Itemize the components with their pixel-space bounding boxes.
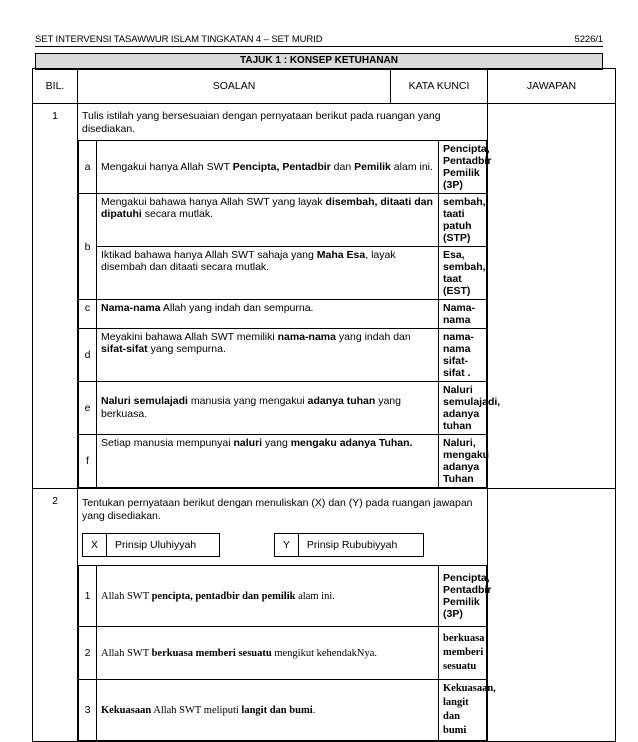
key-f: Naluri, mengaku adanya Tuhan — [439, 435, 487, 488]
option-x-text: Prinsip Uluhiyyah — [106, 533, 220, 557]
item-e: e Naluri semulajadi manusia yang mengakui adanya tuhan yang berkuasa. Naluri semulajadi, adanya tuhan — [79, 382, 487, 435]
question-2-items — [78, 565, 496, 741]
col-jawapan: JAWAPAN — [488, 69, 616, 104]
item-b1: b Mengakui bahawa hanya Allah SWT yang layak disembah, ditaati dan dipatuhi secara mutlak. sembah, taati patuh (STP) — [79, 194, 487, 247]
question-2-row — [33, 489, 616, 742]
header-code: 5226/1 — [574, 34, 603, 45]
key-b2: Esa, sembah, taat (EST) — [439, 247, 487, 300]
answer-cell-1[interactable] — [488, 104, 616, 489]
key-d: nama-nama sifat-sifat . — [439, 329, 487, 382]
item-c: c Nama-nama Allah yang indah dan sempurna. Nama-nama — [79, 300, 487, 329]
key-c: Nama-nama — [439, 300, 487, 329]
col-kata-kunci: KATA KUNCI — [391, 69, 488, 104]
question-1-row — [33, 104, 616, 489]
question-1-items — [78, 140, 501, 488]
option-y-letter: Y — [274, 533, 298, 557]
col-soalan: SOALAN — [78, 69, 391, 104]
question-number: 2 — [33, 489, 78, 742]
col-bil: BIL. — [33, 69, 78, 104]
header-title: SET INTERVENSI TASAWWUR ISLAM TINGKATAN 4 – SET MURID — [35, 34, 323, 45]
key-b1: sembah, taati patuh (STP) — [439, 194, 487, 247]
question-number: 1 — [33, 104, 78, 489]
item-f: f Setiap manusia mempunyai naluri yang mengaku adanya Tuhan. Naluri, mengaku adanya Tuhan — [79, 435, 487, 488]
option-y-text: Prinsip Rububiyyah — [298, 533, 424, 557]
page-header — [35, 34, 603, 46]
question-table — [32, 68, 616, 742]
topic-banner: TAJUK 1 : KONSEP KETUHANAN — [35, 53, 603, 70]
header-divider — [35, 46, 603, 47]
item-2-1: 1 Allah SWT pencipta, pentadbir dan pemilik alam ini. Pencipta, Pentadbir Pemilik (3P) — [79, 566, 487, 627]
item-a: a Mengakui hanya Allah SWT Pencipta, Pentadbir dan Pemilik alam ini. Pencipta, Pentadbir Pemilik (3P) — [79, 141, 487, 194]
item-2-3: 3 Kekuasaan Allah SWT meliputi langit dan bumi. Kekuasaan, langit dan bumi — [79, 680, 487, 741]
option-x-letter: X — [82, 533, 106, 557]
key-2-1: Pencipta, Pentadbir Pemilik (3P) — [439, 566, 487, 627]
question-1-instruction: Tulis istilah yang bersesuaian dengan pernyataan berikut pada ruangan yang disediakan. — [82, 110, 441, 135]
question-2-instruction: Tentukan pernyataan berikut dengan menuliskan (X) dan (Y) pada ruangan jawapan yang disediakan. — [82, 497, 473, 522]
key-2-3: Kekuasaan, langit dan bumi — [439, 680, 487, 741]
option-legend — [78, 529, 487, 565]
answer-cell-2[interactable] — [488, 489, 616, 742]
table-header-row — [33, 69, 616, 104]
key-e: Naluri semulajadi, adanya tuhan — [439, 382, 487, 435]
item-2-2: 2 Allah SWT berkuasa memberi sesuatu mengikut kehendakNya. berkuasa memberi sesuatu — [79, 627, 487, 680]
key-a: Pencipta, Pentadbir Pemilik (3P) — [439, 141, 487, 194]
item-d: d Meyakini bahawa Allah SWT memiliki nama-nama yang indah dan sifat-sifat yang sempurna. nama-nama sifat-sifat . — [79, 329, 487, 382]
key-2-2: berkuasa memberi sesuatu — [439, 627, 487, 680]
item-b2: Iktikad bahawa hanya Allah SWT sahaja yang Maha Esa, layak disembah dan ditaati secara mutlak. Esa, sembah, taat (EST) — [79, 247, 487, 300]
